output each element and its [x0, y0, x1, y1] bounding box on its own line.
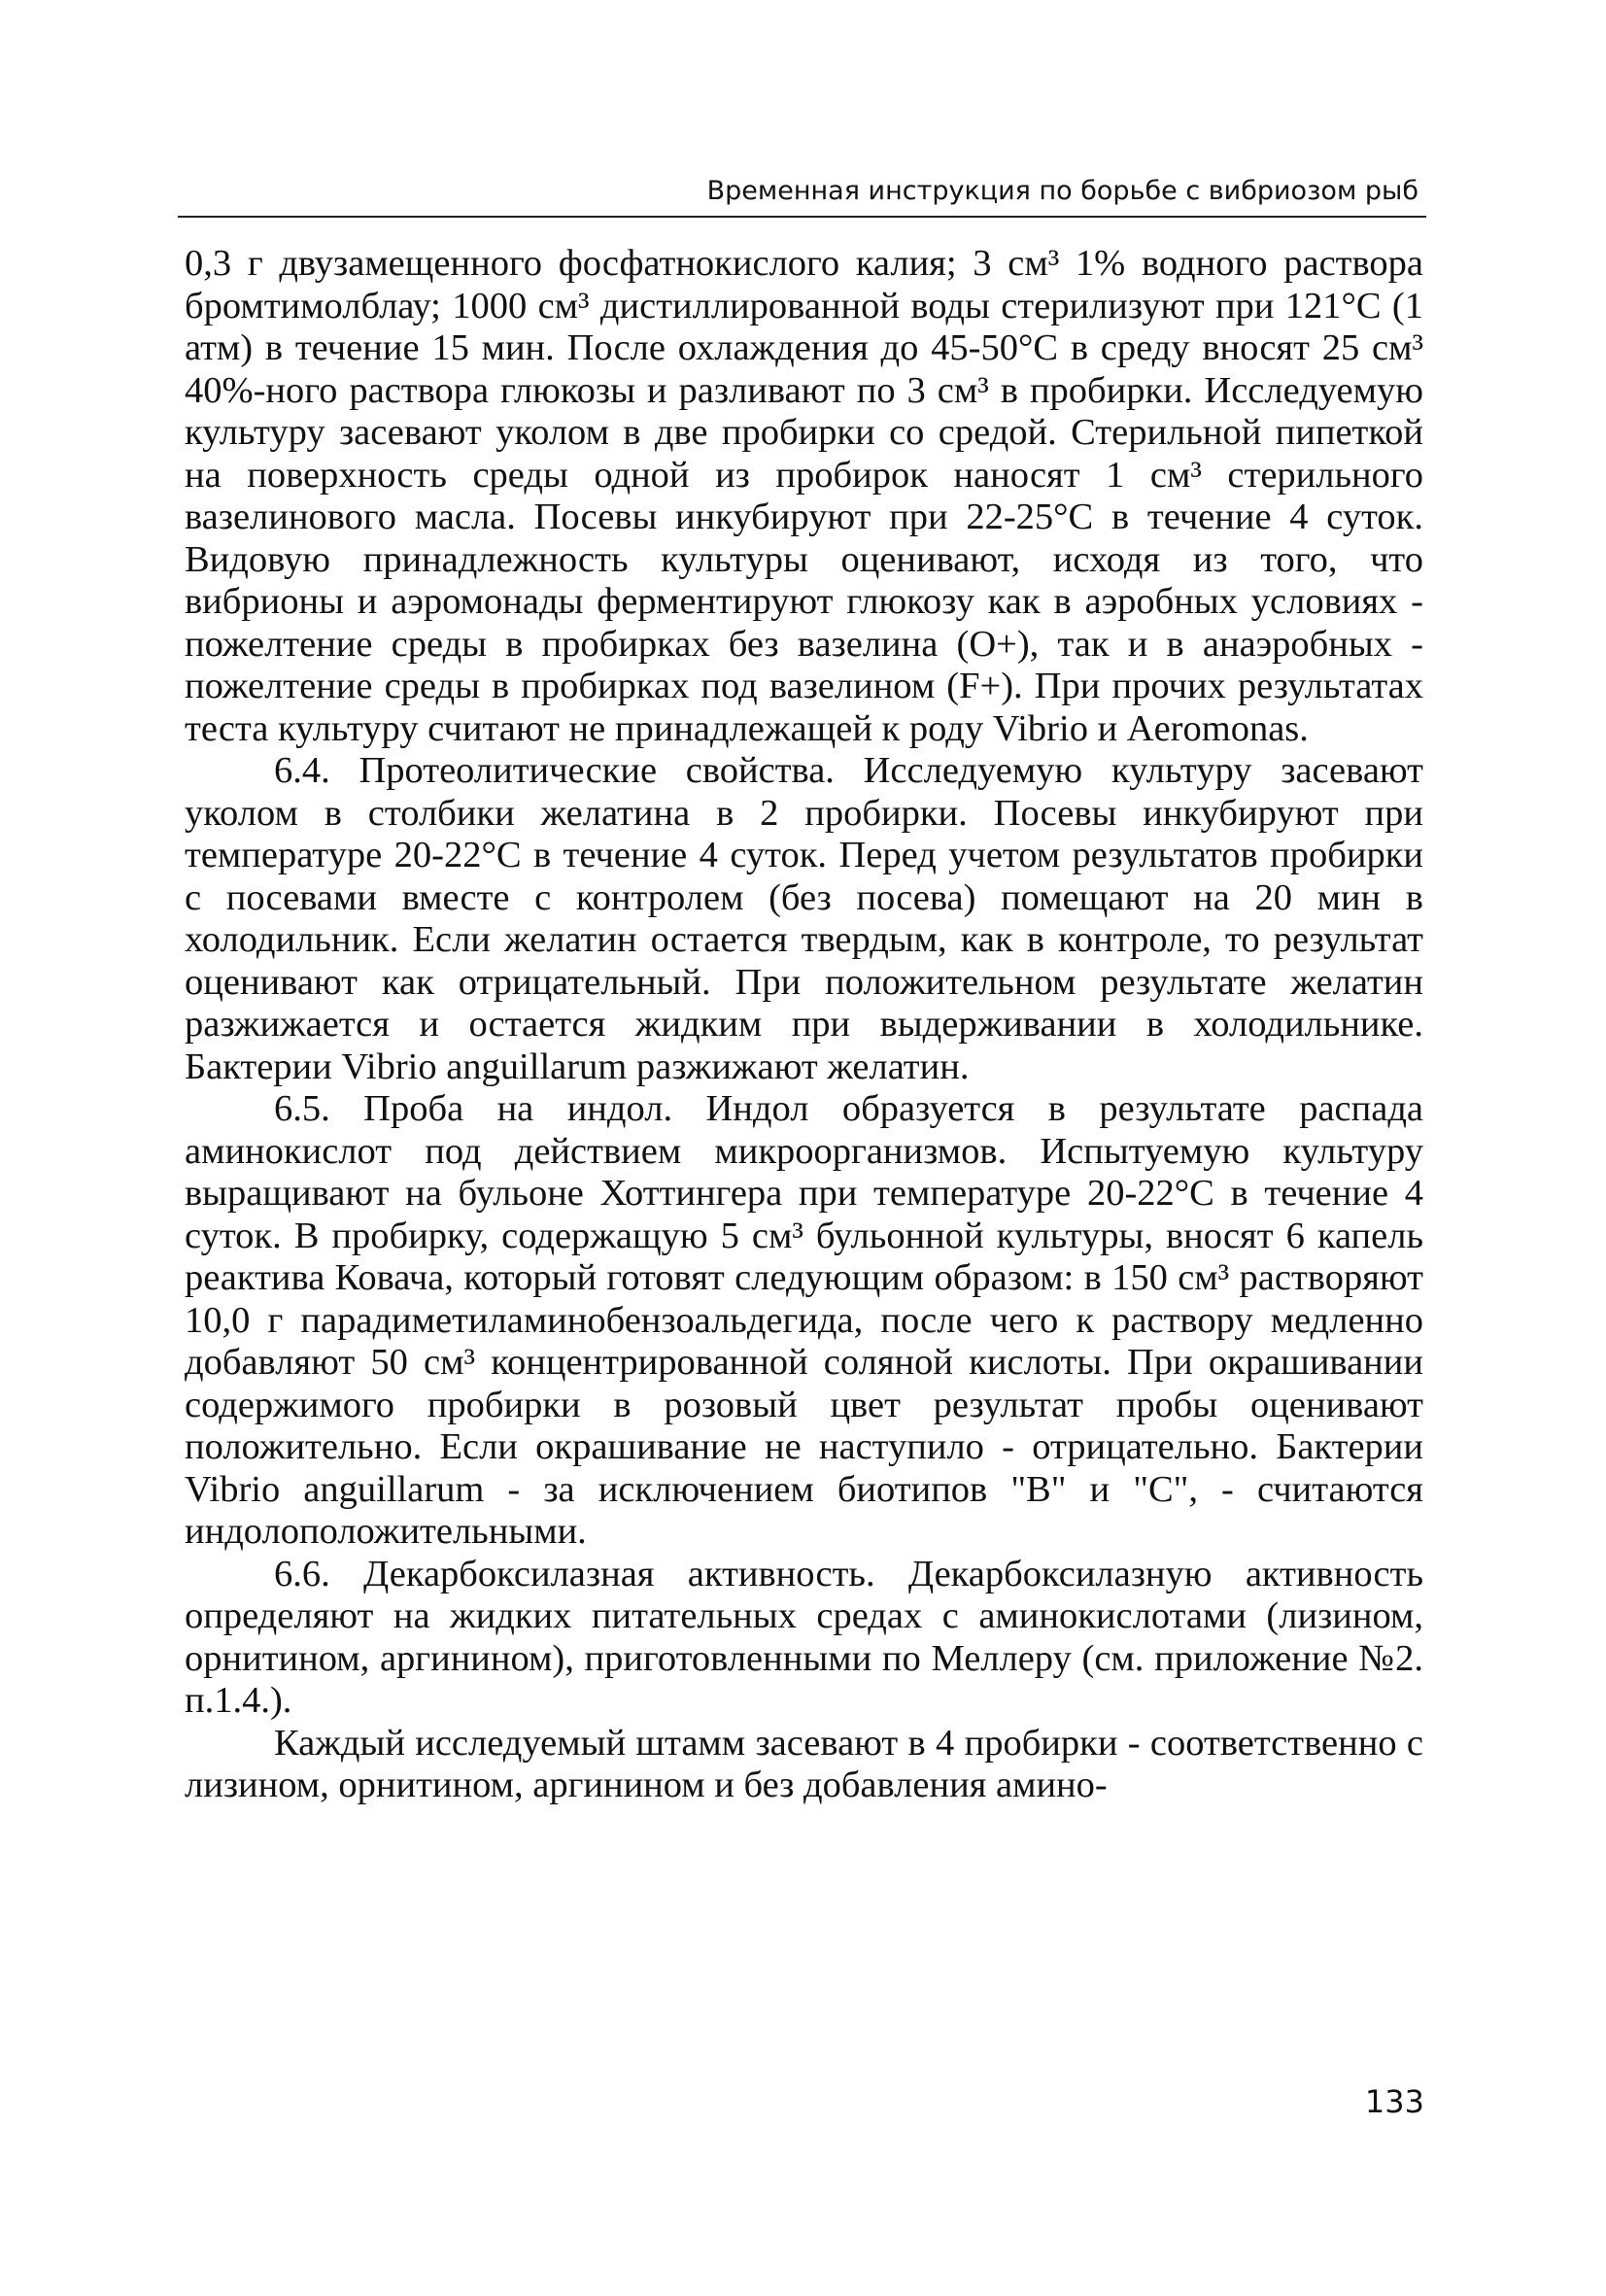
paragraph-inoculation: Каждый исследуемый штамм засевают в 4 пробирки - соответственно с лизином, орнитином, аргинином и без добавления амино- — [185, 1722, 1423, 1805]
page-number: 133 — [1364, 2083, 1424, 2120]
paragraph-decarboxylase-activity: 6.6. Декарбоксилазная активность. Декарбоксилазную активность определяют на жидких питательных средах с аминокислотами (лизином, орнитином, аргинином), приготовленными по Меллеру (см. приложение №2. п.1.4.). — [185, 1553, 1423, 1721]
body-text — [185, 243, 1423, 1807]
running-title: Временная инструкция по борьбе с вибриозом рыб — [706, 176, 1418, 206]
running-header — [178, 175, 1426, 218]
paragraph-proteolytic-properties: 6.4. Протеолитические свойства. Исследуемую культуру засевают уколом в столбики желатина в 2 пробирки. Посевы инкубируют при температуре 20-22°С в течение 4 суток. Перед учетом результатов пробирки с посевами вместе с контролем (без посева) помещают на 20 мин в холодильник. Если желатин остается твердым, как в контроле, то результат оценивают как отрицательный. При положительном результате желатин разжижается и остается жидким при выдерживании в холодильнике. Бактерии Vibrio anguillarum разжижают желатин. — [185, 750, 1423, 1087]
paragraph-growth-medium: 0,3 г двузамещенного фосфатнокислого калия; 3 см³ 1% водного раствора бромтимолблау; 1000 см³ дистиллированной воды стерилизуют при 121°С (1 атм) в течение 15 мин. После охлаждения до 45-50°С в среду вносят 25 см³ 40%-ного раствора глюкозы и разливают по 3 см³ в пробирки. Исследуемую культуру засевают уколом в две пробирки со средой. Стерильной пипеткой на поверхность среды одной из пробирок наносят 1 см³ стерильного вазелинового масла. Посевы инкубируют при 22-25°С в течение 4 суток. Видовую принадлежность культуры оценивают, исходя из того, что вибрионы и аэромонады ферментируют глюкозу как в аэробных условиях - пожелтение среды в пробирках без вазелина (О+), так и в анаэробных - пожелтение среды в пробирках под вазелином (F+). При прочих результатах теста культуру считают не принадлежащей к роду Vibrio и Aeromonas. — [185, 243, 1423, 749]
paragraph-indole-test: 6.5. Проба на индол. Индол образуется в результате распада аминокислот под действием микроорганизмов. Испытуемую культуру выращивают на бульоне Хоттингера при температуре 20-22°С в течение 4 суток. В пробирку, содержащую 5 см³ бульонной культуры, вносят 6 капель реактива Ковача, который готовят следующим образом: в 150 см³ растворяют 10,0 г парадиметиламинобензоальдегида, после чего к раствору медленно добавляют 50 см³ концентрированной соляной кислоты. При окрашивании содержимого пробирки в розовый цвет результат пробы оценивают положительно. Если окрашивание не наступило - отрицательно. Бактерии Vibrio anguillarum - за исключением биотипов "В" и "С", - считаются индолоположительными. — [185, 1088, 1423, 1552]
